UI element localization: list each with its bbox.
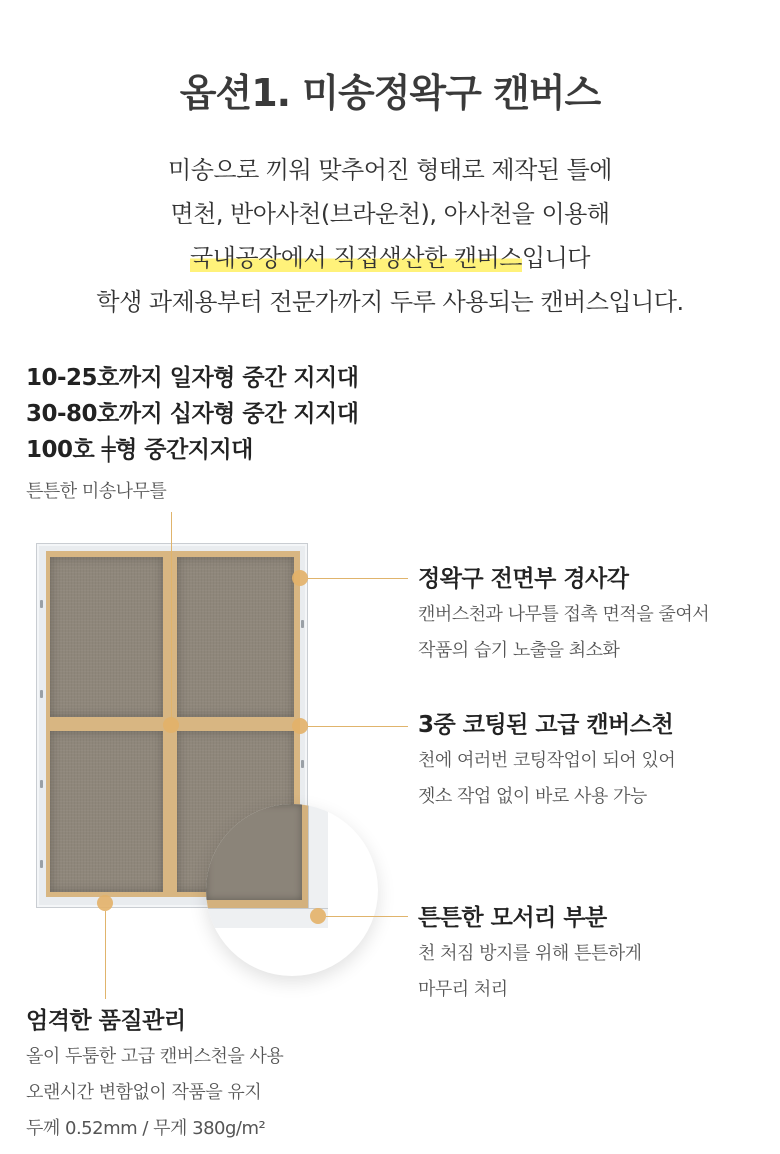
bevel-connector: [308, 578, 408, 579]
quality-feature: [26, 1003, 283, 1147]
support-connector: [171, 512, 172, 720]
support-desc: 튼튼한 미송나무틀: [26, 481, 167, 502]
bevel-heading: 정왁구 전면부 경사각: [418, 566, 629, 592]
bevel-desc-1: 캔버스천과 나무틀 접촉 면적을 줄여서: [418, 604, 710, 625]
support-feature: [26, 360, 358, 510]
coating-desc-1: 천에 여러번 코팅작업이 되어 있어: [418, 750, 676, 771]
coating-heading: 3중 코팅된 고급 캔버스천: [418, 712, 674, 738]
coating-feature: [418, 707, 675, 815]
staple: [40, 600, 43, 608]
staple: [40, 690, 43, 698]
bevel-feature: [418, 561, 709, 669]
intro-line-3-rest: 입니다: [521, 244, 590, 272]
quality-desc-3: 두께 0.52mm / 무게 380g/m²: [26, 1118, 266, 1139]
support-dot: [163, 717, 179, 733]
quality-dot: [97, 895, 113, 911]
zoom-canvas: [206, 804, 302, 900]
intro-line-3: [0, 236, 780, 280]
corner-zoom: [206, 804, 378, 976]
corner-connector: [326, 916, 408, 917]
coating-connector: [308, 726, 408, 727]
bevel-dot: [292, 570, 308, 586]
support-line-1: 10-25호까지 일자형 중간 지지대: [26, 365, 359, 391]
canvas-panel-bl: [50, 731, 163, 892]
quality-heading: 엄격한 품질관리: [26, 1008, 186, 1034]
canvas-panel-tr: [177, 557, 294, 717]
staple: [301, 760, 304, 768]
quality-connector: [105, 911, 106, 999]
coating-dot: [292, 718, 308, 734]
zoom-wood: [206, 900, 308, 908]
intro-line-1: 미송으로 끼워 맞추어진 형태로 제작된 틀에: [168, 156, 612, 184]
intro-highlight: 국내공장에서 직접생산한 캔버스: [190, 244, 522, 272]
coating-desc-2: 젯소 작업 없이 바로 사용 가능: [418, 786, 647, 807]
corner-desc-1: 천 처짐 방지를 위해 튼튼하게: [418, 943, 642, 964]
support-line-3: 100호 ╪형 중간지지대: [26, 437, 253, 463]
corner-dot: [310, 908, 326, 924]
page-title: 옵션1. 미송정왁구 캔버스: [179, 71, 601, 115]
staple: [301, 620, 304, 628]
support-line-2: 30-80호까지 십자형 중간 지지대: [26, 401, 359, 427]
quality-desc-2: 오랜시간 변함없이 작품을 유지: [26, 1082, 262, 1103]
staple: [40, 780, 43, 788]
corner-feature: [418, 900, 642, 1008]
intro-text: [0, 148, 780, 324]
canvas-panel-tl: [50, 557, 163, 717]
corner-desc-2: 마무리 처리: [418, 979, 508, 1000]
intro-line-4: 학생 과제용부터 전문가까지 두루 사용되는 캔버스입니다.: [96, 288, 684, 316]
corner-heading: 튼튼한 모서리 부분: [418, 905, 607, 931]
quality-desc-1: 올이 두툼한 고급 캔버스천을 사용: [26, 1046, 284, 1067]
intro-line-2: 면천, 반아사천(브라운천), 아사천을 이용해: [170, 200, 610, 228]
staple: [40, 860, 43, 868]
bevel-desc-2: 작품의 습기 노출을 최소화: [418, 640, 620, 661]
